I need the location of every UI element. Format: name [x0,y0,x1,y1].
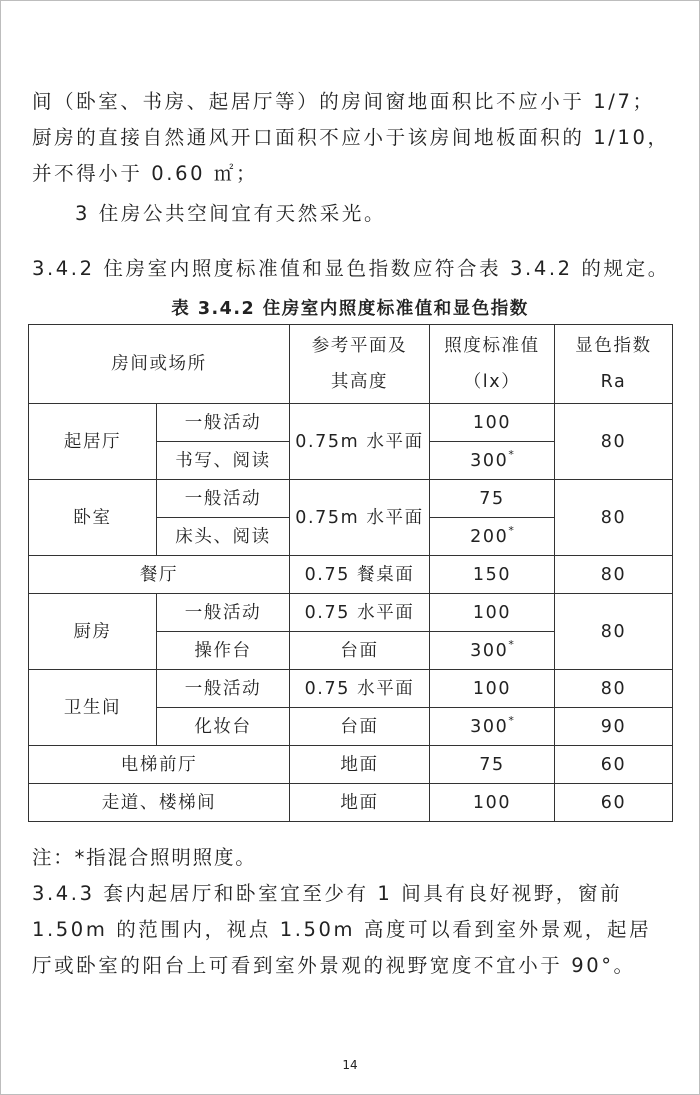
table-row [29,746,673,784]
paragraph-3-4-2: 3.4.2 住房室内照度标准值和显色指数应符合表 3.4.2 的规定。 [32,257,670,280]
lux-cell: 100 [430,670,555,708]
activity-cell: 书写、阅读 [157,442,290,480]
plane-cell: 0.75 水平面 [290,594,430,632]
mixed-lighting-mark: * [508,447,514,461]
room-elevator-lobby: 电梯前厅 [29,746,290,784]
room-bathroom: 卫生间 [29,670,157,746]
header-reference-plane: 参考平面及 其高度 [290,325,430,404]
mixed-lighting-mark: * [508,523,514,537]
header-illuminance: 照度标准值 （lx） [430,325,555,404]
activity-cell: 操作台 [157,632,290,670]
activity-cell: 化妆台 [157,708,290,746]
activity-cell: 一般活动 [157,404,290,442]
ra-cell: 80 [555,594,673,670]
mixed-lighting-mark: * [508,637,514,651]
header-color-rendering: 显色指数 Ra [555,325,673,404]
plane-cell: 0.75m 水平面 [290,404,430,480]
mixed-lighting-mark: * [508,713,514,727]
lux-cell: 300* [430,632,555,670]
table-note: 注：*指混合照明照度。 [32,846,257,869]
table-row [29,784,673,822]
plane-cell: 0.75 水平面 [290,670,430,708]
lux-cell: 100 [430,594,555,632]
ra-cell: 80 [555,480,673,556]
ra-cell: 60 [555,746,673,784]
table-row [29,556,673,594]
activity-cell: 床头、阅读 [157,518,290,556]
lux-cell: 75 [430,746,555,784]
lux-cell: 100 [430,404,555,442]
activity-cell: 一般活动 [157,670,290,708]
plane-cell: 0.75m 水平面 [290,480,430,556]
lux-cell: 150 [430,556,555,594]
lux-cell: 300* [430,442,555,480]
room-bedroom: 卧室 [29,480,157,556]
lux-cell: 300* [430,708,555,746]
lux-cell: 200* [430,518,555,556]
ra-cell: 60 [555,784,673,822]
plane-cell: 0.75 餐桌面 [290,556,430,594]
activity-cell: 一般活动 [157,480,290,518]
plane-cell: 地面 [290,784,430,822]
ra-cell: 80 [555,404,673,480]
paragraph-public-daylight: 3 住房公共空间宜有天然采光。 [75,202,387,225]
room-corridor-stairs: 走道、楼梯间 [29,784,290,822]
activity-cell: 一般活动 [157,594,290,632]
plane-cell: 地面 [290,746,430,784]
table-row [29,404,673,442]
header-room: 房间或场所 [29,325,290,404]
illuminance-table [28,324,673,822]
paragraph-3-4-3: 3.4.3 套内起居厅和卧室宜至少有 1 间具有良好视野，窗前 1.50m 的范围内，视点 1.50m 高度可以看到室外景观，起居厅或卧室的阳台上可看到室外景观的视野宽度不宜小于 90°。 [32,882,652,977]
plane-cell: 台面 [290,708,430,746]
ra-cell: 80 [555,670,673,708]
plane-cell: 台面 [290,632,430,670]
room-living: 起居厅 [29,404,157,480]
room-kitchen: 厨房 [29,594,157,670]
lux-cell: 100 [430,784,555,822]
table-row [29,670,673,708]
table-title: 表 3.4.2 住房室内照度标准值和显色指数 [171,299,529,319]
room-dining: 餐厅 [29,556,290,594]
table-row [29,480,673,518]
ra-cell: 90 [555,708,673,746]
table-row [29,594,673,632]
lux-cell: 75 [430,480,555,518]
table-header-row [29,325,673,404]
paragraph-window-ratio: 间（卧室、书房、起居厅等）的房间窗地面积比不应小于 1/7；厨房的直接自然通风开口面积不应小于该房间地板面积的 1/10，并不得小于 0.60 ㎡； [32,90,670,185]
ra-cell: 80 [555,556,673,594]
page-number: 14 [342,1058,358,1072]
